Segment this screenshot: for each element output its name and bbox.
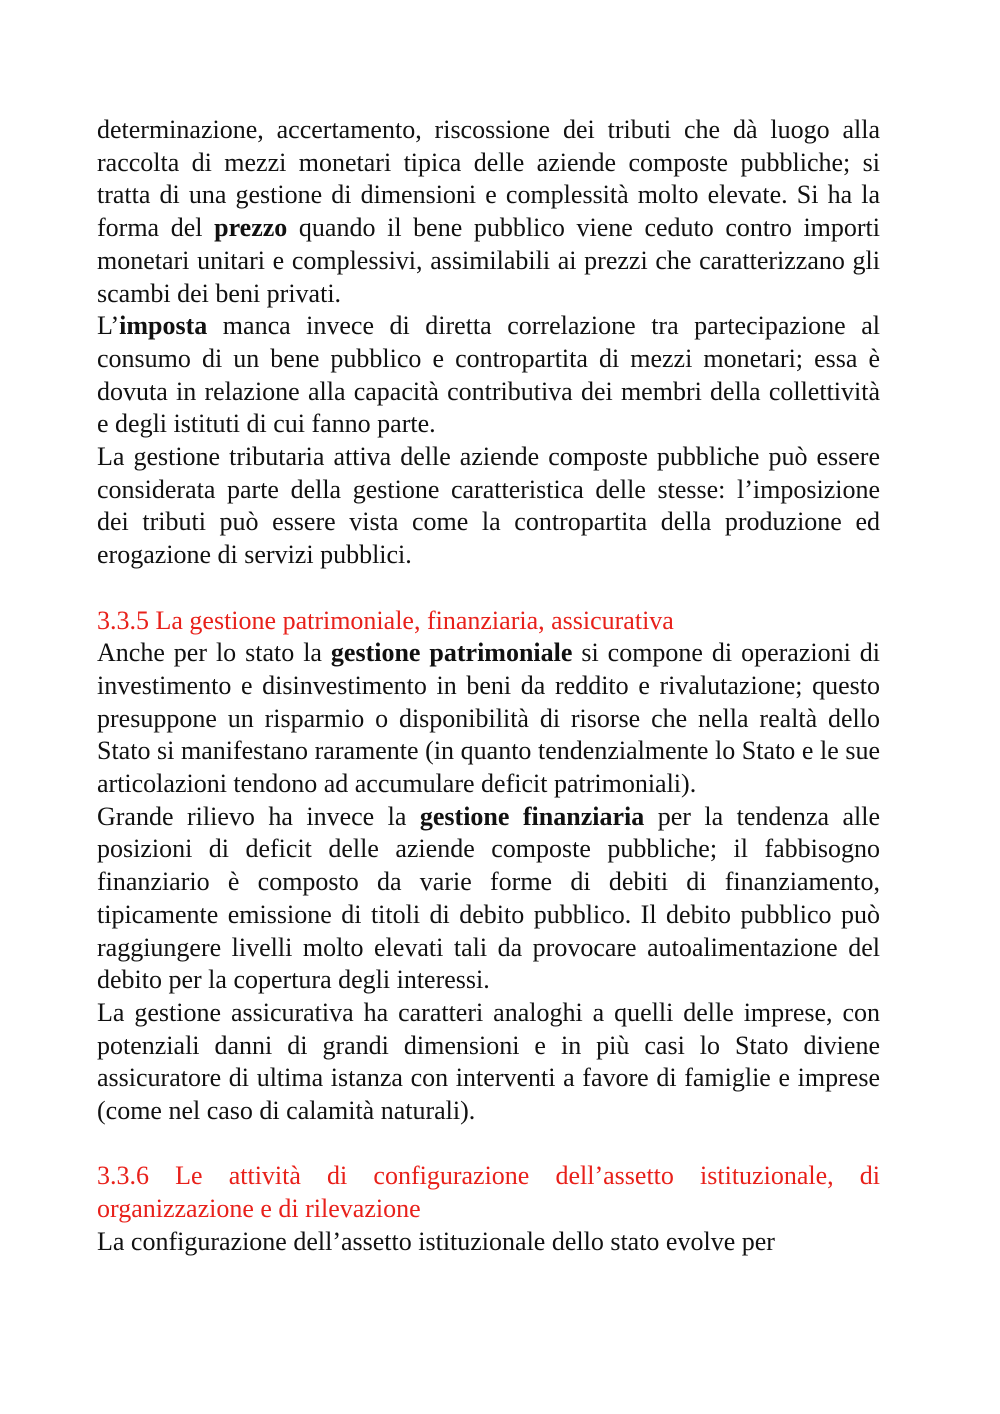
paragraph-text: determinazione, accertamento, riscossione dei tributi che dà luogo alla raccolta di mezzi monetari tipica delle aziende composte pubbliche; si tratta di una gestione di dimensioni e complessità molto elevate. Si ha la forma del: [97, 115, 880, 243]
paragraph-text: La configurazione dell’assetto istituzionale dello stato evolve per: [97, 1226, 775, 1256]
paragraph-text: Grande rilievo ha invece la: [97, 801, 420, 831]
paragraph-text: L’: [97, 311, 120, 341]
paragraph-gestione-assicurativa: [97, 997, 880, 1128]
paragraph-text: La gestione assicurativa ha caratteri analoghi a quelli delle imprese, con potenziali danni di grandi dimensioni e in più casi lo Stato diviene assicuratore di ultima istanza con interventi a favore di famiglie e imprese (come nel caso di calamità naturali).: [97, 997, 880, 1126]
bold-term-gestione-patrimoniale: gestione patrimoniale: [330, 638, 573, 668]
bold-term-gestione-finanziaria: gestione finanziaria: [419, 801, 645, 831]
paragraph-text: manca invece di diretta correlazione tra partecipazione al consumo di un bene pubblico e contropartita di mezzi monetari; essa è dovuta in relazione alla capacità contributiva dei membri della collettività e degli istituti di cui fanno parte.: [97, 311, 880, 439]
section-heading-3-3-6: 3.3.6 Le attività di configurazione dell’assetto istituzionale, di organizzazione e di rilevazione: [97, 1161, 880, 1224]
paragraph-text: Anche per lo stato la: [97, 638, 331, 668]
paragraph-text: si compone di operazioni di investimento e disinvestimento in beni da reddito e rivalutazione; questo presuppone un risparmio o disponibilità di risorse che nella realtà dello Stato si manifestano raramente (in quanto tendenzialmente lo Stato e le sue articolazioni tendono ad accumulare deficit patrimoniali).: [97, 638, 880, 799]
paragraph-gestione-tributaria: [97, 441, 880, 572]
paragraph-gestione-patrimoniale: [97, 637, 880, 801]
paragraph-text: per la tendenza alle posizioni di deficit delle aziende composte pubbliche; il fabbisogno finanziario è composto da varie forme di debiti di finanziamento, tipicamente emissione di titoli di debito pubblico. Il debito pubblico può raggiungere livelli molto elevati tali da provocare autoalimentazione del debito per la copertura degli interessi.: [97, 801, 880, 995]
paragraph-text: quando il bene pubblico viene ceduto contro importi monetari unitari e complessivi, assimilabili ai prezzi che caratterizzano gli scambi dei beni privati.: [97, 213, 881, 308]
paragraph-gestione-finanziaria: [97, 801, 880, 997]
paragraph-configurazione: [97, 1226, 880, 1259]
paragraph-tributi: [97, 114, 880, 310]
section-heading-3-3-5: 3.3.5 La gestione patrimoniale, finanziaria, assicurativa: [97, 605, 674, 635]
paragraph-text: La gestione tributaria attiva delle aziende composte pubbliche può essere considerata parte della gestione caratteristica delle stesse: l’imposizione dei tributi può essere vista come la contropartita della produzione ed erogazione di servizi pubblici.: [97, 442, 880, 570]
blank-line: [97, 1128, 880, 1161]
bold-term-prezzo: prezzo: [214, 213, 288, 243]
bold-term-imposta: imposta: [119, 311, 208, 341]
paragraph-imposta: [97, 310, 880, 441]
blank-line: [97, 572, 880, 605]
document-page: [97, 114, 880, 1259]
